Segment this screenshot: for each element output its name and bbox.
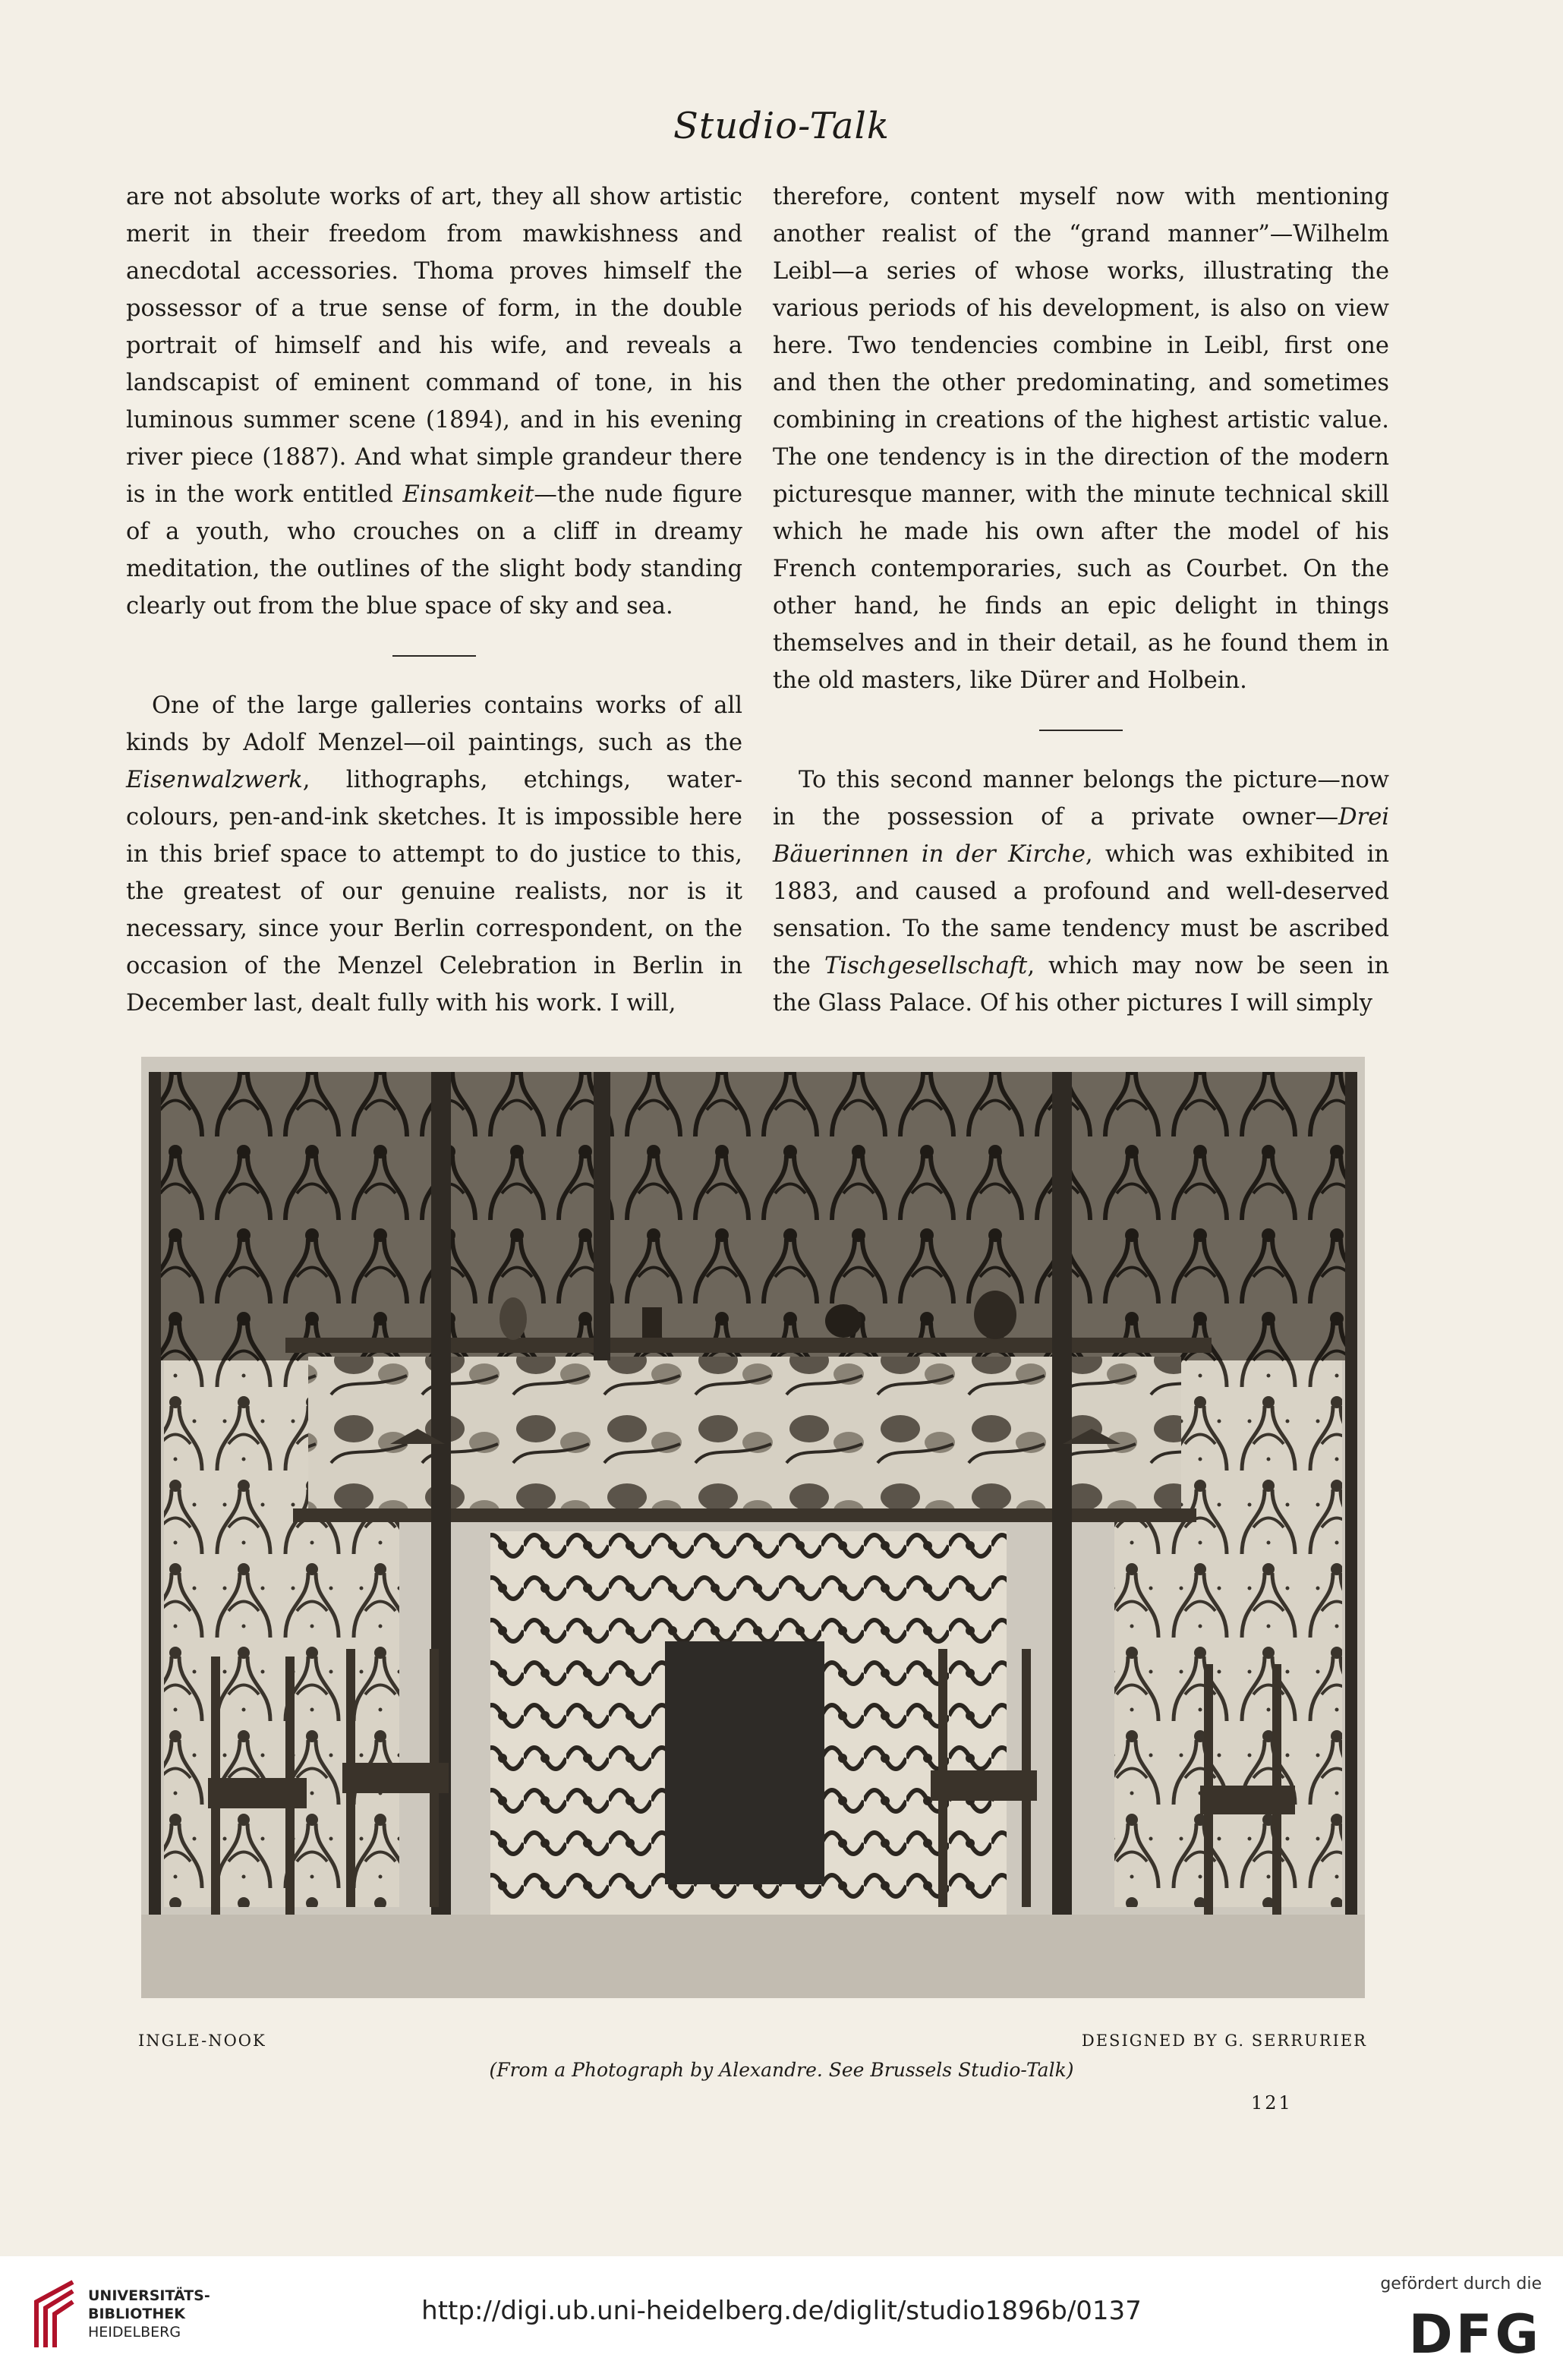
source-url-link[interactable]: http://digi.ub.uni-heidelberg.de/diglit/studio1896b/0137 bbox=[421, 2296, 1142, 2326]
figure-caption-source: (From a Photograph by Alexandre. See Brussels Studio-Talk) bbox=[489, 2059, 1074, 2081]
ingle-nook-photograph bbox=[141, 1057, 1365, 1998]
page-number: 121 bbox=[1251, 2092, 1293, 2114]
text-segment: , which was exhibited in 1883, and caused a profound and well-deserved sensation. To the same tendency must be ascribed the bbox=[773, 841, 1389, 979]
left-text-column bbox=[126, 178, 742, 1022]
dfg-logo: DFG bbox=[1408, 2303, 1542, 2366]
figure-caption-designer: DESIGNED BY G. SERRURIER bbox=[1081, 2032, 1367, 2050]
right-paragraph-1 bbox=[773, 178, 1389, 699]
library-name-line: HEIDELBERG bbox=[88, 2324, 181, 2341]
text-segment: To this second manner belongs the picture—now in the possession of a private owner— bbox=[773, 767, 1389, 831]
right-text-column bbox=[773, 178, 1389, 1022]
text-segment: —the nude figure of a youth, who crouches on a cliff in dreamy meditation, the outlines of the slight body standing clearly out from the blue space of sky and sea. bbox=[126, 481, 742, 619]
library-name-line: UNIVERSITÄTS- bbox=[88, 2287, 210, 2304]
left-paragraph-1 bbox=[126, 178, 742, 625]
left-paragraph-2 bbox=[126, 687, 742, 1022]
section-divider bbox=[392, 655, 476, 657]
right-paragraph-2 bbox=[773, 761, 1389, 1022]
text-segment: are not absolute works of art, they all show artistic merit in their freedom from mawkishness and anecdotal accessories. Thoma proves himself the possessor of a true sense of form, in the double portrait of himself and his wife, and reveals a landscapist of eminent command of tone, in his luminous summer scene (1894), and in his evening river piece (1887). And what simple grandeur there is in the work entitled bbox=[126, 184, 742, 508]
text-segment: One of the large galleries contains works of all kinds by Adolf Menzel—oil paintings, such as the bbox=[126, 692, 742, 756]
digitization-footer bbox=[0, 2256, 1563, 2380]
text-segment: , which may now be seen in the Glass Palace. Of his other pictures I will simply bbox=[773, 953, 1389, 1017]
figure-caption-title: INGLE-NOOK bbox=[138, 2032, 266, 2050]
artwork-title: Einsamkeit bbox=[402, 481, 534, 508]
funded-by-label: gefördert durch die bbox=[1380, 2274, 1542, 2293]
text-segment: therefore, content myself now with mentioning another realist of the “grand manner”—Wilhelm Leibl—a series of whose works, illustrating the various periods of his development, is also on view here. Two tendencies combine in Leibl, first one and then the other predominating, and sometimes combining in creations of the highest artistic value. The one tendency is in the direction of the modern picturesque manner, with the minute technical skill which he made his own after the model of his French contemporaries, such as Courbet. On the other hand, he finds an epic delight in things themselves and in their detail, as he found them in the old masters, like Dürer and Holbein. bbox=[773, 184, 1389, 694]
library-name-line: BIBLIOTHEK bbox=[88, 2306, 185, 2322]
section-divider bbox=[1039, 730, 1123, 731]
artwork-title: Tischgesellschaft bbox=[824, 953, 1028, 979]
page-header-title: Studio-Talk bbox=[673, 105, 890, 147]
ingle-nook-illustration bbox=[141, 1057, 1365, 1998]
artwork-title: Drei Bäuerinnen in der Kirche bbox=[773, 804, 1389, 868]
artwork-title: Eisenwalzwerk bbox=[126, 767, 303, 793]
text-segment: , lithographs, etchings, water-colours, pen-and-ink sketches. It is impossible here in this brief space to attempt to do justice to this, the greatest of our genuine realists, nor is it necessary, since your Berlin correspondent, on the occasion of the Menzel Celebration in Berlin in December last, dealt fully with his work. I will, bbox=[126, 767, 742, 1017]
